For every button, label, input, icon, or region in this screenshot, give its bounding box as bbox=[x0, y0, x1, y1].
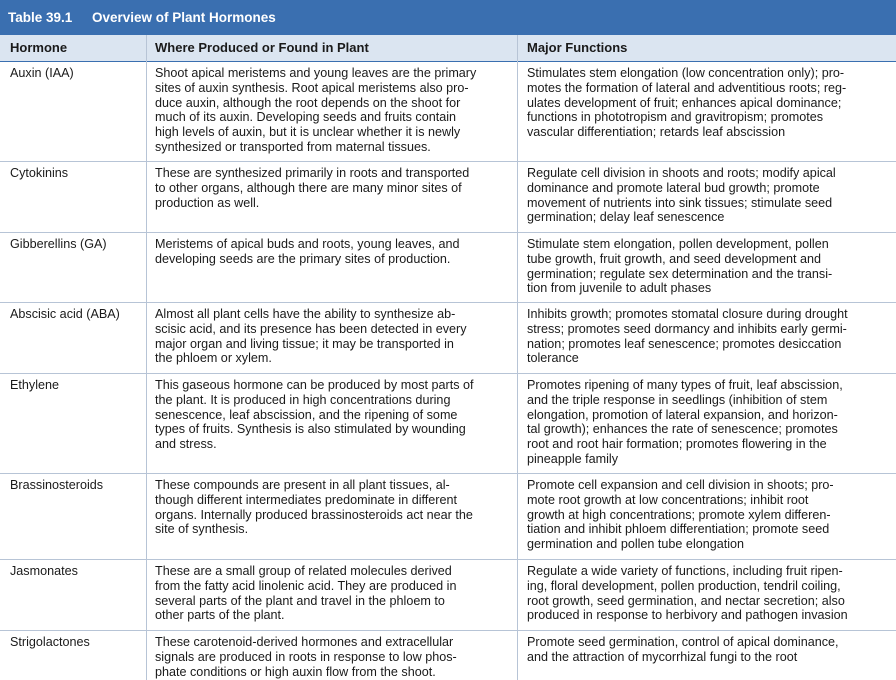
cell-line: site of synthesis. bbox=[155, 522, 249, 537]
cell-line: germination; regulate sex determination and the transi- bbox=[527, 266, 833, 281]
cell-where bbox=[155, 237, 515, 267]
cell-line: from the fatty acid linolenic acid. They are produced in bbox=[155, 578, 457, 593]
cell-line: growth at high concentrations; promote xylem differen- bbox=[527, 507, 831, 522]
cell-line: ulates development of fruit; enhances apical dominance; bbox=[527, 95, 842, 110]
cell-line: high levels of auxin, but it is unclear whether it is newly bbox=[155, 125, 461, 140]
cell-line: Stimulates stem elongation (low concentration only); pro- bbox=[527, 66, 845, 80]
table-row bbox=[0, 474, 896, 560]
cell-line: scisic acid, and its presence has been detected in every bbox=[155, 321, 467, 336]
cell-line: pineapple family bbox=[527, 451, 619, 466]
cell-line: phate conditions or high auxin flow from the shoot. bbox=[155, 664, 436, 679]
cell-hormone: Ethylene bbox=[10, 378, 60, 392]
cell-line: elongation, promotion of lateral expansion, and horizon- bbox=[527, 407, 838, 422]
cell-line: types of fruits. Synthesis is also stimulated by wounding bbox=[155, 422, 466, 437]
cell-line: tolerance bbox=[527, 351, 579, 366]
cell-line: stress; promotes seed dormancy and inhibits early germi- bbox=[527, 321, 847, 336]
cell-line: tion from juvenile to adult phases bbox=[527, 281, 712, 296]
cell-line: root and root hair formation; promotes flowering in the bbox=[527, 437, 827, 452]
cell-line: production as well. bbox=[155, 195, 260, 210]
table-row bbox=[0, 560, 896, 631]
cell-line: Almost all plant cells have the ability to synthesize ab- bbox=[155, 307, 456, 321]
column-divider bbox=[517, 35, 518, 680]
cell-line: Regulate a wide variety of functions, including fruit ripen- bbox=[527, 564, 843, 578]
cell-where bbox=[155, 478, 515, 537]
cell-where bbox=[155, 166, 515, 210]
table-row bbox=[0, 374, 896, 474]
cell-line: Promotes ripening of many types of fruit, leaf abscission, bbox=[527, 378, 843, 392]
table-row bbox=[0, 62, 896, 162]
cell-line: and the triple response in seedlings (inhibition of stem bbox=[527, 392, 828, 407]
cell-where bbox=[155, 564, 515, 623]
cell-hormone: Strigolactones bbox=[10, 635, 90, 649]
cell-hormone: Brassinosteroids bbox=[10, 478, 104, 492]
cell-functions bbox=[527, 635, 896, 665]
cell-line: synthesized or transported from maternal tissues. bbox=[155, 139, 431, 154]
cell-line: Regulate cell division in shoots and roots; modify apical bbox=[527, 166, 836, 180]
table-header-row bbox=[0, 35, 896, 62]
cell-line: tal growth); enhances the rate of senescence; promotes bbox=[527, 422, 838, 437]
cell-line: motes the formation of lateral and adventitious roots; reg- bbox=[527, 80, 847, 95]
cell-line: These are synthesized primarily in roots and transported bbox=[155, 166, 470, 180]
cell-line: Meristems of apical buds and roots, young leaves, and bbox=[155, 237, 460, 251]
cell-line: Promote cell expansion and cell division in shoots; pro- bbox=[527, 478, 834, 492]
header-where-produced: Where Produced or Found in Plant bbox=[155, 40, 369, 55]
cell-hormone: Abscisic acid (ABA) bbox=[10, 307, 120, 321]
cell-line: duce auxin, although the root depends on the shoot for bbox=[155, 95, 461, 110]
cell-line: major organ and living tissue; it may be transported in bbox=[155, 336, 454, 351]
cell-line: Promote seed germination, control of apical dominance, bbox=[527, 635, 839, 649]
cell-line: germination and pollen tube elongation bbox=[527, 537, 745, 552]
cell-line: vascular differentiation; retards leaf abscission bbox=[527, 125, 786, 140]
cell-functions bbox=[527, 237, 896, 296]
cell-line: root growth, seed germination, and nectar secretion; also bbox=[527, 593, 845, 608]
cell-line: produced in response to herbivory and pathogen invasion bbox=[527, 608, 848, 623]
cell-where bbox=[155, 378, 515, 452]
cell-hormone: Jasmonates bbox=[10, 564, 78, 578]
cell-line: germination; delay leaf senescence bbox=[527, 210, 725, 225]
cell-functions bbox=[527, 378, 896, 467]
cell-hormone: Cytokinins bbox=[10, 166, 69, 180]
cell-line: functions in phototropism and gravitropism; promotes bbox=[527, 110, 824, 125]
table-row bbox=[0, 303, 896, 374]
cell-where bbox=[155, 307, 515, 366]
cell-functions bbox=[527, 66, 896, 140]
cell-hormone: Auxin (IAA) bbox=[10, 66, 74, 80]
cell-line: to other organs, although there are many minor sites of bbox=[155, 180, 462, 195]
table-title: Overview of Plant Hormones bbox=[92, 10, 276, 25]
table-title-bar bbox=[0, 0, 896, 35]
cell-line: much of its auxin. Developing seeds and fruits contain bbox=[155, 110, 457, 125]
cell-line: several parts of the plant and travel in the phloem to bbox=[155, 593, 445, 608]
cell-line: movement of nutrients into sink tissues; stimulate seed bbox=[527, 195, 833, 210]
table-body bbox=[0, 62, 896, 680]
cell-line: signals are produced in roots in response to low phos- bbox=[155, 649, 457, 664]
cell-line: the phloem or xylem. bbox=[155, 351, 272, 366]
cell-functions bbox=[527, 564, 896, 623]
cell-line: These are a small group of related molecules derived bbox=[155, 564, 452, 578]
header-major-functions: Major Functions bbox=[527, 40, 628, 55]
cell-line: These compounds are present in all plant tissues, al- bbox=[155, 478, 450, 492]
table-row bbox=[0, 233, 896, 303]
cell-line: senescence, leaf abscission, and the ripening of some bbox=[155, 407, 458, 422]
cell-line: Shoot apical meristems and young leaves are the primary bbox=[155, 66, 477, 80]
cell-line: tiation and inhibit phloem differentiation; promote seed bbox=[527, 522, 830, 537]
cell-line: developing seeds are the primary sites of production. bbox=[155, 251, 451, 266]
table-number: Table 39.1 bbox=[8, 10, 73, 25]
cell-functions bbox=[527, 307, 896, 366]
cell-line: other parts of the plant. bbox=[155, 608, 285, 623]
cell-functions bbox=[527, 478, 896, 552]
cell-line: This gaseous hormone can be produced by most parts of bbox=[155, 378, 474, 392]
cell-line: Stimulate stem elongation, pollen development, pollen bbox=[527, 237, 829, 251]
cell-line: ing, floral development, pollen production, tendril coiling, bbox=[527, 578, 841, 593]
table-row bbox=[0, 631, 896, 680]
cell-line: dominance and promote lateral bud growth; promote bbox=[527, 180, 820, 195]
cell-where bbox=[155, 66, 515, 155]
cell-line: tube growth, fruit growth, and seed development and bbox=[527, 251, 822, 266]
cell-hormone: Gibberellins (GA) bbox=[10, 237, 107, 251]
cell-line: mote root growth at low concentrations; inhibit root bbox=[527, 492, 809, 507]
table-row bbox=[0, 162, 896, 233]
cell-line: These carotenoid-derived hormones and extracellular bbox=[155, 635, 454, 649]
cell-line: the plant. It is produced in high concentrations during bbox=[155, 392, 451, 407]
cell-where bbox=[155, 635, 515, 679]
header-hormone: Hormone bbox=[10, 40, 68, 55]
cell-line: Inhibits growth; promotes stomatal closure during drought bbox=[527, 307, 848, 321]
cell-line: sites of auxin synthesis. Root apical meristems also pro- bbox=[155, 80, 469, 95]
cell-line: and stress. bbox=[155, 437, 217, 452]
cell-line: though different intermediates predominate in different bbox=[155, 492, 457, 507]
cell-line: nation; promotes leaf senescence; promotes desiccation bbox=[527, 336, 842, 351]
column-divider bbox=[146, 35, 147, 680]
cell-line: organs. Internally produced brassinosteroids act near the bbox=[155, 507, 473, 522]
cell-functions bbox=[527, 166, 896, 225]
cell-line: and the attraction of mycorrhizal fungi to the root bbox=[527, 649, 798, 664]
